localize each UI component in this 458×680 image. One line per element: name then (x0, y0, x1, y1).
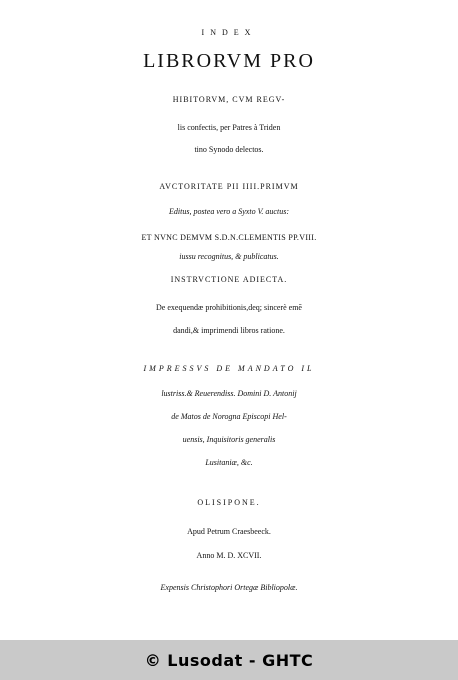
authority-line: iussu recognitus, & publicatus. (179, 252, 279, 261)
printer-line: Apud Petrum Craesbeeck. (187, 527, 271, 536)
title-line: tino Synodo delectos. (194, 145, 264, 154)
imprimatur-line: de Matos de Norogna Episcopi Hel- (171, 412, 287, 421)
imprimatur-heading: IMPRESSVS DE MANDATO IL (143, 364, 315, 373)
imprimatur-line: lustriss.& Reuerendiss. Domini D. Antonij (161, 389, 297, 398)
imprimatur-line: uensis, Inquisitoris generalis (182, 435, 276, 444)
authority-line: Editus, postea vero a Syxto V. auctus: (169, 207, 289, 216)
instruction-line: dandi,& imprimendi libros ratione. (173, 326, 285, 335)
copyright-bar (0, 640, 458, 680)
authority-line: AVCTORITATE PII IIII.PRIMVM (159, 182, 299, 191)
main-title-line: LIBRORVM PRO (143, 50, 315, 72)
instruction-heading: INSTRVCTIONE ADIECTA. (170, 275, 288, 284)
instruction-line: De exequendæ prohibitionis,deq; sincerè emē (156, 303, 302, 312)
place-of-printing: OLISIPONE. (197, 498, 261, 507)
imprimatur-line: Lusitaniæ, &c. (205, 458, 253, 467)
authority-line: ET NVNC DEMVM S.D.N.CLEMENTIS PP.VIII. (141, 233, 317, 242)
title-line: lis confectis, per Patres à Triden (177, 123, 281, 132)
date-line: Anno M. D. XCVII. (196, 551, 262, 560)
title-line: HIBITORVM, CVM REGV- (172, 95, 286, 104)
copyright-text: © Lusodat - GHTC (144, 650, 314, 670)
index-heading: INDEX (201, 28, 257, 37)
publisher-line: Expensis Christophori Ortegæ Bibliopolæ. (160, 583, 298, 592)
